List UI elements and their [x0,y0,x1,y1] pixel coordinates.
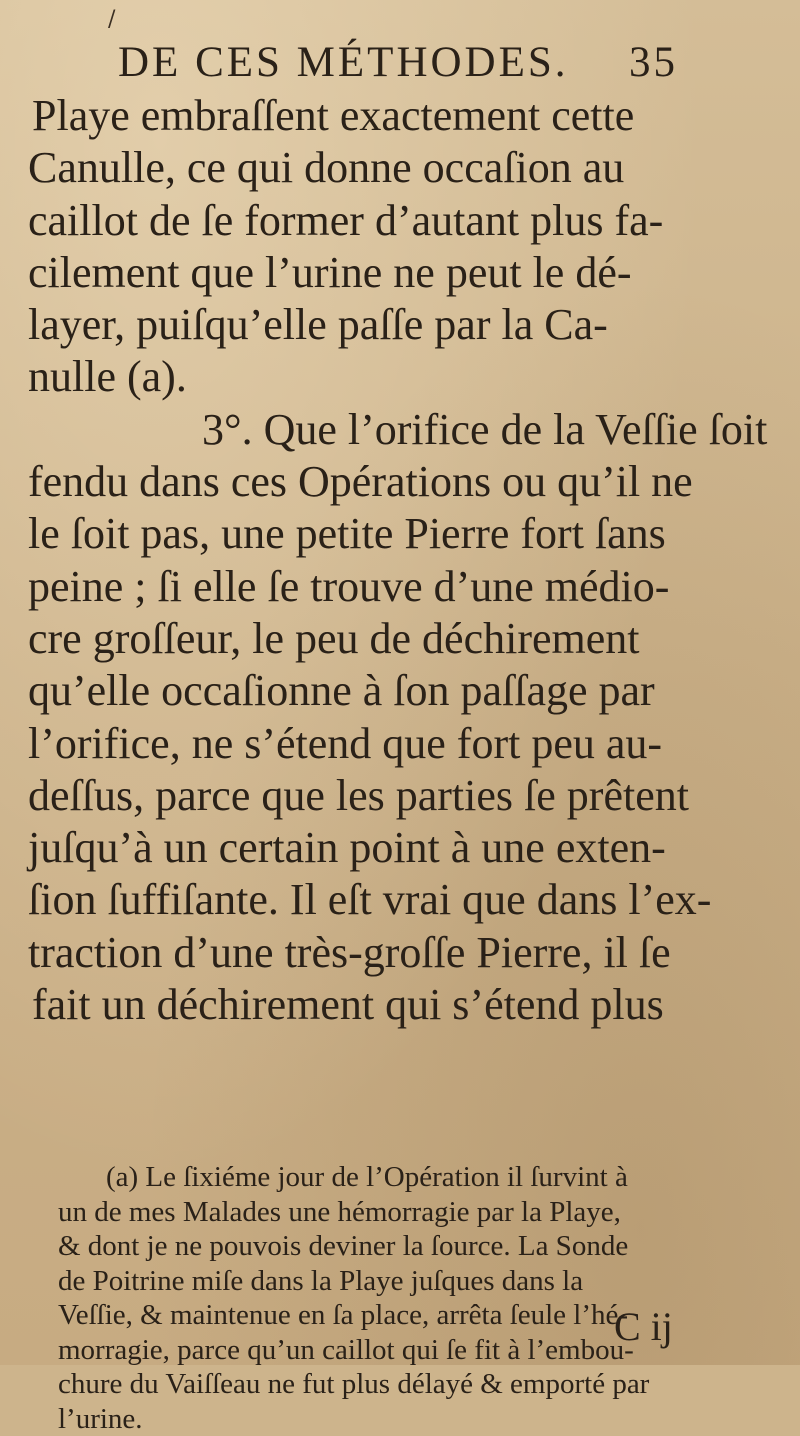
signature-mark: C ij [614,1305,673,1349]
text-line: deſſus, parce que les parties ſe prêtent [28,770,776,822]
footnote-line: de Poitrine miſe dans la Playe juſques dans la [58,1264,776,1299]
footnote-line: chure du Vaiſſeau ne fut plus délayé & emporté par [58,1367,776,1402]
footnote-line: morragie, parce qu’un caillot qui ſe fit à l’embou- [58,1333,776,1368]
running-title: DE CES MÉTHODES. [118,38,569,88]
text-line: 3°. Que l’orifice de la Veſſie ſoit [28,404,776,456]
text-line: l’orifice, ne s’étend que fort peu au- [28,718,776,770]
text-line: layer, puiſqu’elle paſſe par la Ca- [28,299,776,351]
text-line: Canulle, ce qui donne occaſion au [28,142,776,194]
text-line: peine ; ſi elle ſe trouve d’une médio- [28,561,776,613]
text-line: caillot de ſe former d’autant plus fa- [28,195,776,247]
text-line: fendu dans ces Opérations ou qu’il ne [28,456,776,508]
footnote-line: & dont je ne pouvois deviner la ſource. La Sonde [58,1229,776,1264]
text-line: traction d’une très-groſſe Pierre, il ſe [28,927,776,979]
ornament-mark: / [108,8,122,32]
text-line: qu’elle occaſionne à ſon paſſage par [28,665,776,717]
text-line: cre groſſeur, le peu de déchirement [28,613,776,665]
text-line: cilement que l’urine ne peut le dé- [28,247,776,299]
text-line: ſion ſuffiſante. Il eſt vrai que dans l’ex- [28,874,776,926]
footnote-line: Veſſie, & maintenue en ſa place, arrêta ſeule l’hé- [58,1298,776,1333]
text-line: juſqu’à un certain point à une exten- [28,822,776,874]
page-number: 35 [629,38,678,88]
text-line: fait un déchirement qui s’étend plus [28,979,776,1031]
footnote-line: un de mes Malades une hémorragie par la Playe, [58,1195,776,1230]
footnote-line: (a) Le ſixiéme jour de l’Opération il ſurvint à [58,1160,776,1195]
running-head [118,38,678,88]
footnote [58,1160,776,1436]
main-text [28,90,776,1031]
text-line: Playe embraſſent exactement cette [28,90,776,142]
text-line: le ſoit pas, une petite Pierre fort ſans [28,508,776,560]
text-line: nulle (a). [28,351,776,403]
footnote-line: l’urine. [58,1402,776,1436]
